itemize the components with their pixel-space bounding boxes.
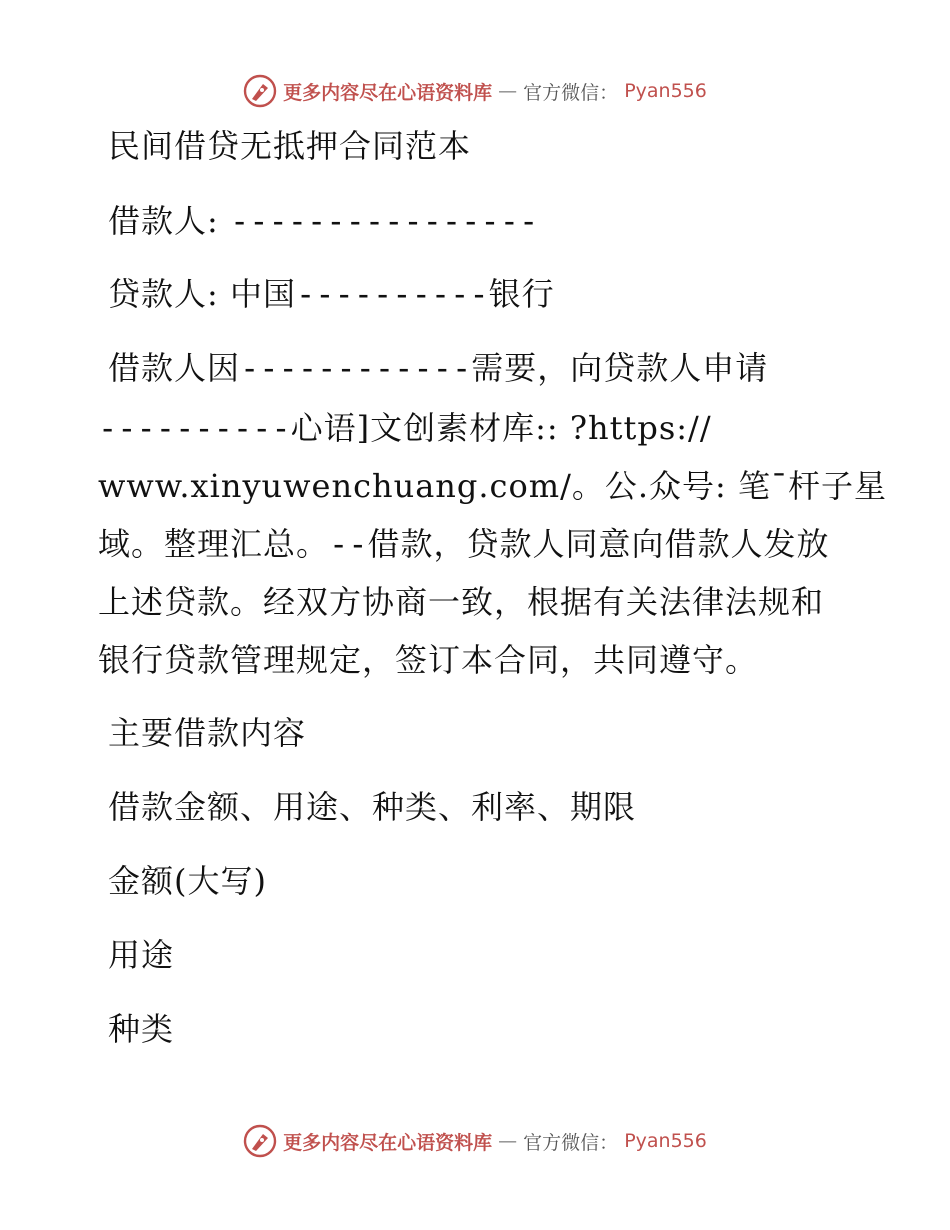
lender-line (108, 274, 555, 314)
borrower-label: 借款人: (108, 202, 219, 240)
header-banner (0, 74, 950, 108)
borrower-line (108, 201, 538, 241)
para-line-6-text: 银行贷款管理规定，签订本合同，共同遵守。 (98, 641, 759, 679)
footer-main-text: 更多内容尽在心语资料库 (283, 1131, 493, 1154)
para-blank-1: ------------ (240, 349, 472, 387)
footer-wechat-label: 官方微信： (523, 1131, 619, 1154)
para-line-4-blank: -- (329, 525, 368, 563)
document-title-text: 民间借贷无抵押合同范本 (108, 127, 472, 165)
item-use (108, 935, 174, 975)
footer-wechat-id: Pyan556 (624, 1130, 707, 1152)
para-blank-2: ---------- (98, 409, 291, 447)
para-line-3-text: www.xinyuwenchuang.com/。公.众号: 笔¯杆子星 (98, 467, 887, 505)
paragraph-line-6 (98, 640, 758, 680)
para-line-4-b: 借款，贷款人同意向借款人发放 (367, 525, 830, 563)
banner-separator: — (498, 80, 518, 102)
paragraph-line-2 (98, 408, 712, 448)
para-line-5-text: 上述贷款。经双方协商一致，根据有关法律法规和 (98, 583, 825, 621)
item-type (108, 1009, 174, 1049)
pen-nib-logo-icon (243, 74, 277, 108)
subheading (108, 787, 636, 827)
paragraph-line-5 (98, 582, 824, 622)
borrower-blank: ---------------- (229, 202, 539, 240)
footer-banner (0, 1124, 950, 1158)
banner-main-text: 更多内容尽在心语资料库 (283, 81, 493, 104)
subheading-text: 借款金额、用途、种类、利率、期限 (108, 788, 637, 826)
section-heading (108, 713, 306, 753)
item-amount (108, 861, 267, 901)
para-line-2-rest: 心语]文创素材库:: ?https:// (290, 409, 712, 447)
para-after-blank-1: 需要，向贷款人申请 (471, 349, 769, 387)
footer-separator: — (498, 1130, 518, 1152)
para-start: 借款人因 (108, 349, 241, 387)
paragraph-line-4 (98, 524, 830, 564)
lender-blank: ---------- (295, 275, 489, 313)
banner-wechat-id: Pyan556 (624, 80, 707, 102)
document-title (108, 126, 471, 166)
banner-wechat-label: 官方微信： (523, 81, 619, 104)
paragraph-line-1 (108, 348, 768, 388)
item-use-text: 用途 (108, 936, 175, 974)
lender-suffix: 银行 (488, 275, 555, 313)
pen-nib-logo-icon (243, 1124, 277, 1158)
lender-label: 贷款人: 中国 (108, 275, 296, 313)
item-type-text: 种类 (108, 1010, 175, 1048)
paragraph-line-3 (98, 466, 887, 506)
item-amount-text: 金额(大写) (108, 862, 267, 900)
section-heading-text: 主要借款内容 (108, 714, 307, 752)
para-line-4-a: 域。整理汇总。 (98, 525, 330, 563)
